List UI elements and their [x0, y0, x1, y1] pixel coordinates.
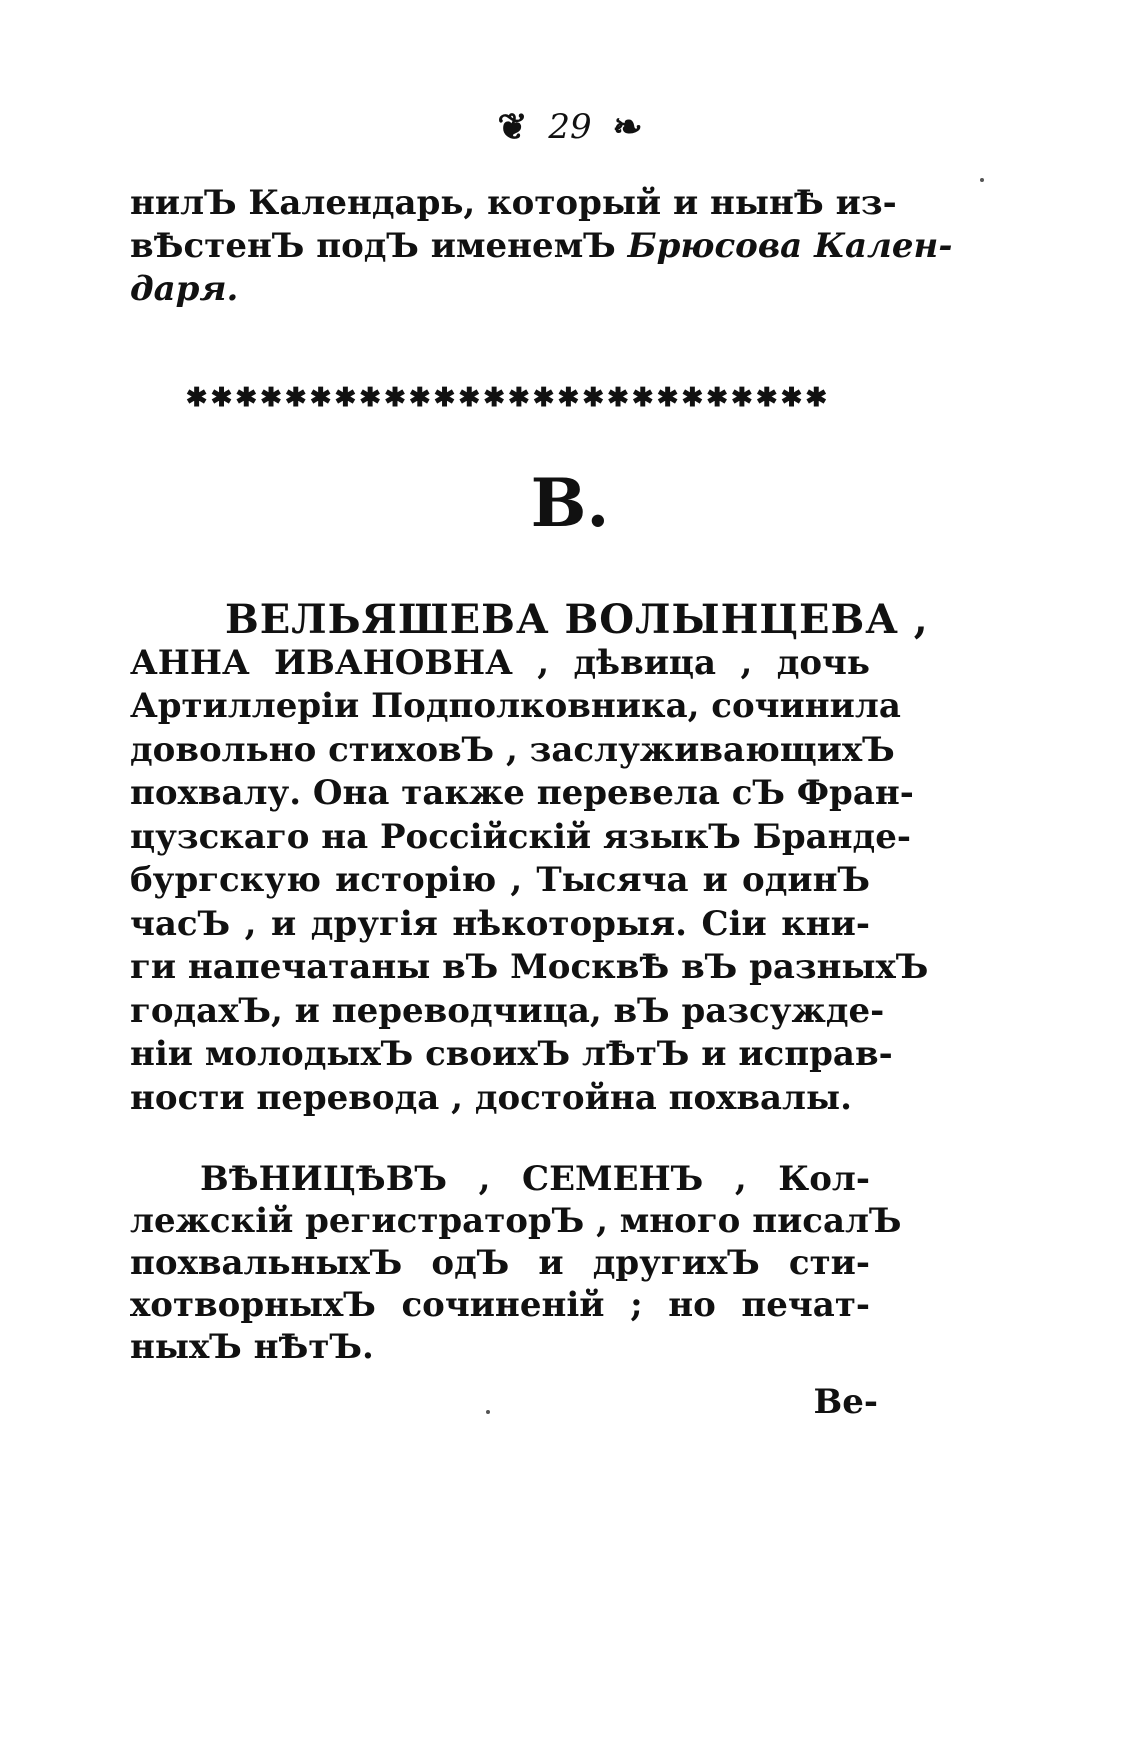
- section-letter: В.: [530, 464, 610, 542]
- entry1-line-12: ности перевода , достойна похвалы.: [130, 1077, 852, 1118]
- entry1-line-9: ги напечатаны вЪ МосквѢ вЪ разныхЪ: [130, 947, 929, 987]
- entry1-line-5: похвалу. Она также перевела сЪ Фран-: [130, 773, 914, 813]
- entry1-line-3: Артиллерiи Подполковника, сочинила: [130, 686, 901, 726]
- entry2-heading-line: ВѢНИЦѢВЪ , СЕМЕНЪ , Кол-: [200, 1159, 870, 1199]
- ornament-left-icon: ❦: [497, 106, 528, 148]
- page-number: 29: [548, 107, 592, 147]
- entry1-line-11: нiи молодыхЪ своихЪ лѢтЪ и исправ-: [130, 1034, 893, 1074]
- top-paragraph-line-2: [130, 225, 953, 268]
- entry-venitsev: [130, 1158, 902, 1368]
- top-paragraph-line-1: нилЪ Календарь, который и нынѢ из-: [130, 183, 897, 223]
- catchword: Ве-: [813, 1382, 878, 1422]
- italic-title-1: Брюсова: [627, 226, 803, 266]
- top-paragraph-line-3: даря.: [130, 269, 239, 309]
- entry1-line-2: АННА ИВАНОВНА , дѣвица , дочь: [130, 642, 870, 683]
- entry2-line-4: хотворныхЪ сочиненiй ; но печат-: [130, 1285, 870, 1325]
- top-paragraph: [130, 182, 953, 311]
- entry1-heading-line: ВЕЛЬЯШЕВА ВОЛЫНЦЕВА ,: [225, 596, 929, 643]
- print-speck: [486, 1410, 490, 1414]
- entry2-line-2: лежскiй регистраторЪ , много писалЪ: [130, 1201, 902, 1241]
- entry2-line-3: похвальныхЪ одЪ и другихЪ сти-: [130, 1243, 870, 1283]
- top-paragraph-line-2-text: вѢстенЪ подЪ именемЪ: [130, 226, 616, 266]
- entry1-line-6: цузскаго на Россiйскiй языкЪ Бранде-: [130, 816, 911, 857]
- ornament-right-icon: ❧: [612, 106, 643, 148]
- entry1-line-7: бургскую исторiю , Тысяча и одинЪ: [130, 860, 870, 900]
- entry1-line-10: годахЪ, и переводчица, вЪ разсужде-: [130, 990, 885, 1031]
- italic-title-2: Кален-: [814, 226, 953, 266]
- entry-velyasheva: [130, 596, 929, 1120]
- entry1-line-8: часЪ , и другiя нѣкоторыя. Сiи кни-: [130, 903, 870, 944]
- ornamental-separator: ✱✱✱✱✱✱✱✱✱✱✱✱✱✱✱✱✱✱✱✱✱✱✱✱✱✱: [185, 383, 831, 413]
- print-speck: [980, 178, 984, 182]
- page-header: [0, 106, 1140, 148]
- entry2-line-5: ныхЪ нѢтЪ.: [130, 1327, 374, 1367]
- entry1-line-4: довольно стиховЪ , заслуживающихЪ: [130, 729, 895, 770]
